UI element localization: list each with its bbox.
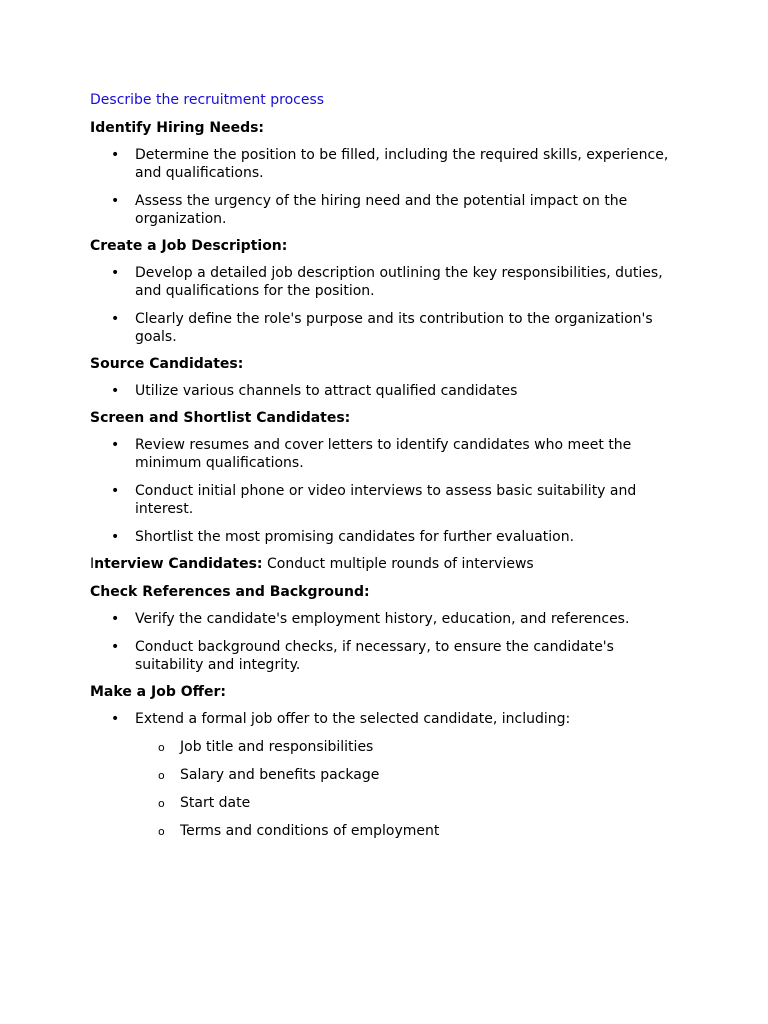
bullet-marker: • [111, 483, 120, 499]
sub-bullet-marker: o [158, 769, 165, 782]
list-item [90, 638, 680, 674]
list-item-text: Shortlist the most promising candidates for further evaluation. [135, 529, 575, 545]
list-item-text: Determine the position to be filled, including the required skills, experience, and qualifications. [135, 147, 669, 181]
heading-prefix: I [90, 556, 95, 572]
sub-list-item-text: Salary and benefits package [180, 767, 380, 783]
sub-list-item [135, 794, 680, 812]
sub-list-item [135, 822, 680, 840]
sub-bullet-marker: o [158, 741, 165, 754]
section-heading: Source Candidates: [90, 356, 244, 372]
bullet-marker: • [111, 437, 120, 453]
bullet-marker: • [111, 265, 120, 281]
list-item-text: Verify the candidate's employment history, education, and references. [135, 611, 630, 627]
bullet-marker: • [111, 147, 120, 163]
list-item [90, 610, 680, 628]
list-item-text: Develop a detailed job description outlining the key responsibilities, duties, and qualifications for the position. [135, 265, 663, 299]
document-content [90, 90, 680, 848]
list-item [90, 528, 680, 546]
section-heading: Create a Job Description: [90, 238, 288, 254]
bullet-list [90, 610, 680, 674]
section-heading: Make a Job Offer: [90, 684, 226, 700]
bullet-marker: • [111, 529, 120, 545]
list-item-text: Clearly define the role's purpose and its contribution to the organization's goals. [135, 311, 653, 345]
list-item-text: Extend a formal job offer to the selected candidate, including: [135, 711, 571, 727]
sub-list-item-text: Terms and conditions of employment [180, 823, 440, 839]
heading-inline-text: Conduct multiple rounds of interviews [262, 556, 534, 572]
bullet-list [90, 710, 680, 840]
list-item-text: Conduct initial phone or video interviews to assess basic suitability and interest. [135, 483, 637, 517]
document-title: Describe the recruitment process [90, 92, 325, 108]
sub-list [135, 738, 680, 840]
list-item-text: Conduct background checks, if necessary, to ensure the candidate's suitability and integrity. [135, 639, 614, 673]
bullet-marker: • [111, 193, 120, 209]
sub-list-item-text: Job title and responsibilities [180, 739, 374, 755]
list-item [90, 146, 680, 182]
list-item [90, 710, 680, 840]
bullet-list [90, 264, 680, 346]
sub-list-item [135, 738, 680, 756]
bullet-list [90, 382, 680, 400]
list-item-text: Utilize various channels to attract qualified candidates [135, 383, 518, 399]
list-item [90, 192, 680, 228]
list-item [90, 382, 680, 400]
bullet-marker: • [111, 383, 120, 399]
list-item [90, 310, 680, 346]
list-item [90, 436, 680, 472]
list-item [90, 482, 680, 518]
list-item [90, 264, 680, 300]
section-heading: Check References and Background: [90, 584, 370, 600]
sub-bullet-marker: o [158, 825, 165, 838]
bullet-list [90, 436, 680, 546]
bullet-list [90, 146, 680, 228]
sub-list-item-text: Start date [180, 795, 251, 811]
section-heading: Screen and Shortlist Candidates: [90, 410, 351, 426]
section-heading: Identify Hiring Needs: [90, 120, 265, 136]
list-item-text: Review resumes and cover letters to identify candidates who meet the minimum qualifications. [135, 437, 632, 471]
bullet-marker: • [111, 711, 120, 727]
bullet-marker: • [111, 639, 120, 655]
bullet-marker: • [111, 611, 120, 627]
sub-list-item [135, 766, 680, 784]
list-item-text: Assess the urgency of the hiring need and the potential impact on the organization. [135, 193, 628, 227]
bullet-marker: • [111, 311, 120, 327]
interview-candidates-line [90, 554, 680, 574]
section-heading: nterview Candidates: [94, 556, 263, 572]
sub-bullet-marker: o [158, 797, 165, 810]
